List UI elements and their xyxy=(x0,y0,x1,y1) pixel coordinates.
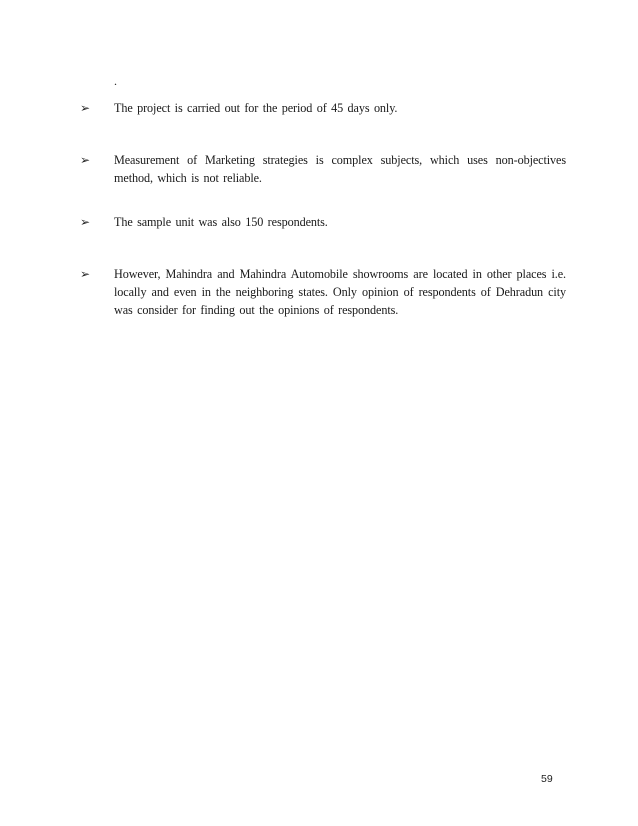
bullet-item xyxy=(80,213,566,231)
bullet-text: Measurement of Marketing strategies is complex subjects, which uses non-objectives method, which is not reliable. xyxy=(114,153,566,185)
page-number: 59 xyxy=(541,773,553,785)
bullet-text: However, Mahindra and Mahindra Automobile showrooms are located in other places i.e. locally and even in the neighboring states. Only opinion of respondents of Dehradun city was consider for finding out the opinions of respondents. xyxy=(114,267,566,317)
arrow-bullet-icon: ➢ xyxy=(80,267,91,281)
arrow-bullet-icon: ➢ xyxy=(80,101,91,115)
bullet-item xyxy=(80,99,566,117)
bullet-text: The sample unit was also 150 respondents. xyxy=(114,215,328,229)
bullet-item xyxy=(80,151,566,187)
bullet-item xyxy=(80,265,566,319)
arrow-bullet-icon: ➢ xyxy=(80,153,91,167)
stray-period-mark: . xyxy=(114,74,117,88)
bullet-text: The project is carried out for the period of 45 days only. xyxy=(114,101,398,115)
arrow-bullet-icon: ➢ xyxy=(80,215,91,229)
